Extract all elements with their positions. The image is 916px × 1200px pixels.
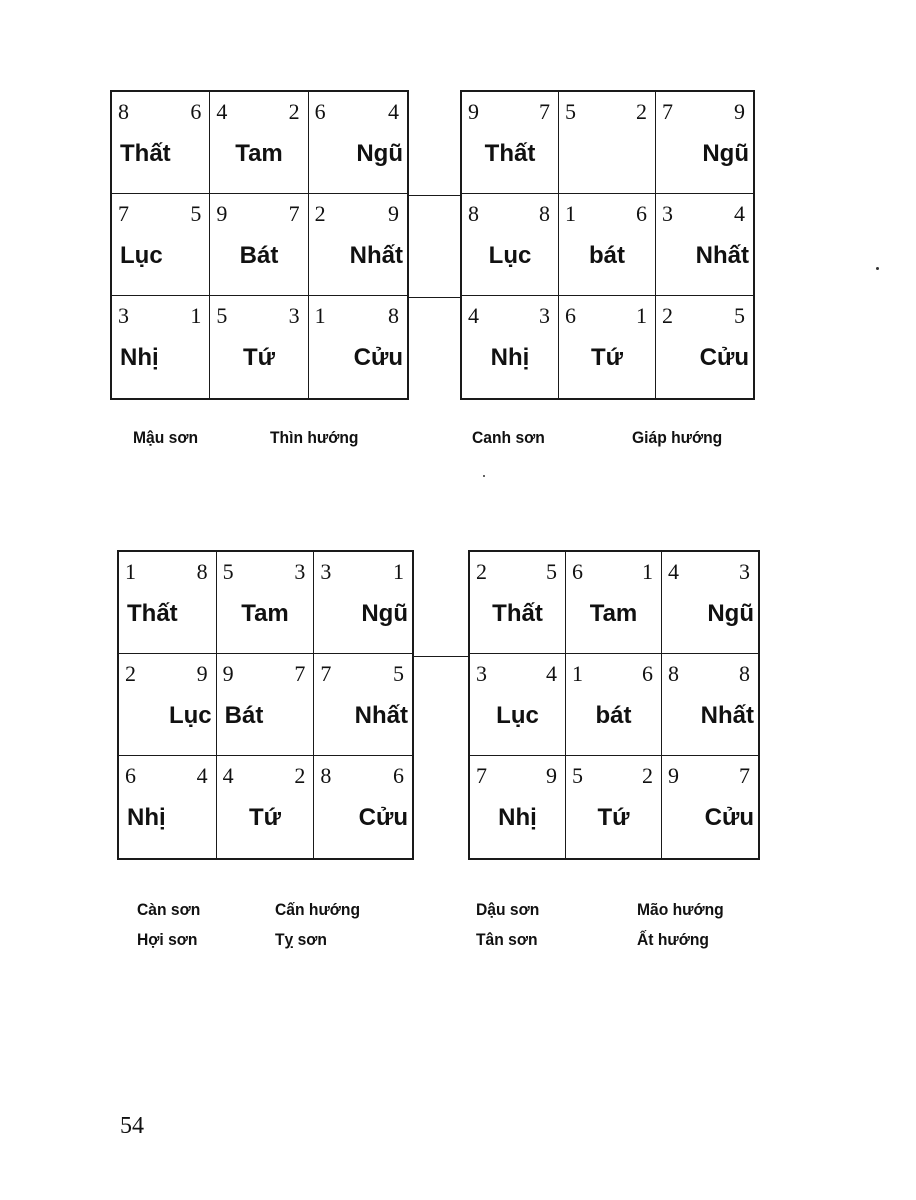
mountain-star: 6 <box>565 303 576 328</box>
chart-2-cell-8 <box>559 296 656 398</box>
mountain-star: 9 <box>216 201 228 226</box>
palace-label: bát <box>595 702 632 729</box>
chart-1-cell-6 <box>309 194 407 296</box>
page-number: 54 <box>120 1113 144 1139</box>
palace-label: Nhất <box>695 242 749 269</box>
chart-1-cell-7 <box>112 296 210 398</box>
palace-label: Nhị <box>498 804 537 831</box>
grid-connector-line <box>409 195 460 196</box>
mountain-star: 4 <box>668 559 679 584</box>
facing-star: 1 <box>636 303 647 328</box>
mountain-star: 9 <box>468 99 479 124</box>
facing-star: 3 <box>294 559 306 584</box>
palace-label: Cửu <box>358 804 408 831</box>
palace-label: Tam <box>241 600 289 627</box>
palace-label: Thất <box>484 140 536 167</box>
palace-label: Nhị <box>127 804 166 831</box>
facing-star: 8 <box>539 201 550 226</box>
facing-star: 1 <box>190 303 202 328</box>
facing-star: 8 <box>388 303 399 328</box>
chart-2-cell-3 <box>656 92 753 194</box>
facing-star: 4 <box>546 661 557 686</box>
facing-star: 5 <box>190 201 202 226</box>
chart-4-cell-2 <box>566 552 662 654</box>
palace-label: Lục <box>168 702 212 729</box>
caption-bottom-right-son-1: Dậu sơn <box>476 900 540 919</box>
palace-label: Lục <box>488 242 532 269</box>
palace-label: Thất <box>120 140 171 167</box>
caption-top-left-son: Mậu sơn <box>133 428 199 447</box>
facing-star: 5 <box>392 661 404 686</box>
chart-4-cell-6 <box>662 654 758 756</box>
chart-2-cell-7 <box>462 296 559 398</box>
flying-star-chart-1 <box>110 90 409 400</box>
facing-star: 3 <box>539 303 550 328</box>
mountain-star: 9 <box>222 661 234 686</box>
facing-star: 7 <box>739 763 750 788</box>
mountain-star: 3 <box>662 201 673 226</box>
mountain-star: 7 <box>476 763 487 788</box>
mountain-star: 9 <box>668 763 679 788</box>
caption-bottom-left-huong-1: Cấn hướng <box>275 900 360 919</box>
chart-3-cell-8 <box>217 756 315 858</box>
palace-label: Tứ <box>597 804 630 831</box>
caption-top-right-huong: Giáp hướng <box>632 428 723 447</box>
chart-4-cell-4 <box>470 654 566 756</box>
palace-label: Nhất <box>700 702 754 729</box>
mountain-star: 6 <box>125 763 136 788</box>
facing-star: 6 <box>636 201 647 226</box>
chart-4-cell-5 <box>566 654 662 756</box>
mountain-star: 7 <box>320 661 332 686</box>
palace-label: Cửu <box>699 344 749 371</box>
mountain-star: 6 <box>572 559 583 584</box>
mountain-star: 6 <box>314 99 326 124</box>
facing-star: 7 <box>539 99 550 124</box>
caption-top-left-huong: Thìn hướng <box>270 428 359 447</box>
mountain-star: 2 <box>476 559 487 584</box>
chart-4-cell-9 <box>662 756 758 858</box>
mountain-star: 7 <box>118 201 129 226</box>
palace-label: Lục <box>120 242 163 269</box>
palace-label: Bát <box>239 242 279 269</box>
palace-label: Thất <box>492 600 543 627</box>
chart-2-cell-6 <box>656 194 753 296</box>
chart-1-cell-2 <box>210 92 308 194</box>
chart-1-cell-8 <box>210 296 308 398</box>
facing-star: 2 <box>642 763 653 788</box>
caption-bottom-left-huong-2: Tỵ sơn <box>275 930 327 949</box>
mountain-star: 8 <box>118 99 129 124</box>
mountain-star: 1 <box>572 661 583 686</box>
chart-1-cell-3 <box>309 92 407 194</box>
mountain-star: 8 <box>320 763 332 788</box>
chart-3-cell-4 <box>119 654 217 756</box>
facing-star: 6 <box>642 661 653 686</box>
mountain-star: 4 <box>216 99 228 124</box>
facing-star: 1 <box>642 559 653 584</box>
chart-3-cell-5 <box>217 654 315 756</box>
mountain-star: 1 <box>125 559 136 584</box>
facing-star: 3 <box>739 559 750 584</box>
palace-label: bát <box>589 242 625 269</box>
palace-label: Ngũ <box>702 140 749 167</box>
palace-label: Tam <box>589 600 638 627</box>
facing-star: 8 <box>196 559 208 584</box>
facing-star: 2 <box>636 99 647 124</box>
palace-label: Nhị <box>490 344 530 371</box>
palace-label: Cửu <box>353 344 403 371</box>
palace-label: Tứ <box>242 344 276 371</box>
facing-star: 2 <box>294 763 306 788</box>
mountain-star: 3 <box>320 559 332 584</box>
caption-bottom-left-son-1: Càn sơn <box>137 900 201 919</box>
flying-star-chart-4 <box>468 550 760 860</box>
mountain-star: 8 <box>468 201 479 226</box>
flying-star-chart-2 <box>460 90 755 400</box>
facing-star: 6 <box>190 99 202 124</box>
print-speck <box>876 267 879 270</box>
mountain-star: 8 <box>668 661 679 686</box>
palace-label: Cửu <box>704 804 754 831</box>
chart-3-cell-7 <box>119 756 217 858</box>
palace-label: Lục <box>496 702 539 729</box>
mountain-star: 2 <box>125 661 136 686</box>
chart-3-cell-1 <box>119 552 217 654</box>
mountain-star: 2 <box>662 303 673 328</box>
mountain-star: 3 <box>118 303 129 328</box>
flying-star-chart-3 <box>117 550 414 860</box>
chart-2-cell-5 <box>559 194 656 296</box>
chart-3-cell-6 <box>314 654 412 756</box>
facing-star: 9 <box>546 763 557 788</box>
grid-connector-line <box>414 656 468 657</box>
chart-1-cell-5 <box>210 194 308 296</box>
palace-label: Bát <box>224 702 264 729</box>
mountain-star: 5 <box>565 99 576 124</box>
mountain-star: 1 <box>314 303 326 328</box>
palace-label: Ngũ <box>361 600 408 627</box>
chart-2-cell-1 <box>462 92 559 194</box>
chart-2-cell-4 <box>462 194 559 296</box>
facing-star: 4 <box>388 99 399 124</box>
chart-1-cell-9 <box>309 296 407 398</box>
facing-star: 1 <box>392 559 404 584</box>
mountain-star: 2 <box>314 201 326 226</box>
palace-label: Tứ <box>590 344 624 371</box>
facing-star: 9 <box>734 99 745 124</box>
chart-2-cell-9 <box>656 296 753 398</box>
chart-4-cell-8 <box>566 756 662 858</box>
chart-3-cell-9 <box>314 756 412 858</box>
facing-star: 4 <box>734 201 745 226</box>
facing-star: 5 <box>734 303 745 328</box>
chart-3-cell-2 <box>217 552 315 654</box>
facing-star: 3 <box>288 303 300 328</box>
facing-star: 7 <box>288 201 300 226</box>
chart-4-cell-7 <box>470 756 566 858</box>
facing-star: 5 <box>546 559 557 584</box>
chart-3-cell-3 <box>314 552 412 654</box>
palace-label: Ngũ <box>356 140 403 167</box>
chart-1-cell-1 <box>112 92 210 194</box>
print-speck <box>483 475 485 477</box>
mountain-star: 7 <box>662 99 673 124</box>
mountain-star: 4 <box>222 763 234 788</box>
facing-star: 4 <box>196 763 208 788</box>
caption-top-right-son: Canh sơn <box>472 428 545 447</box>
facing-star: 8 <box>739 661 750 686</box>
facing-star: 6 <box>392 763 404 788</box>
mountain-star: 4 <box>468 303 479 328</box>
facing-star: 9 <box>196 661 208 686</box>
grid-connector-line <box>409 297 460 298</box>
palace-label: Nhất <box>354 702 408 729</box>
chart-2-cell-2 <box>559 92 656 194</box>
chart-4-cell-3 <box>662 552 758 654</box>
mountain-star: 3 <box>476 661 487 686</box>
mountain-star: 5 <box>572 763 583 788</box>
chart-1-cell-4 <box>112 194 210 296</box>
facing-star: 7 <box>294 661 306 686</box>
caption-bottom-right-huong-2: Ất hướng <box>637 930 709 949</box>
facing-star: 2 <box>288 99 300 124</box>
chart-4-cell-1 <box>470 552 566 654</box>
palace-label: Nhất <box>349 242 403 269</box>
mountain-star: 5 <box>216 303 228 328</box>
mountain-star: 1 <box>565 201 576 226</box>
mountain-star: 5 <box>222 559 234 584</box>
palace-label: Tứ <box>248 804 282 831</box>
palace-label: Ngũ <box>707 600 754 627</box>
caption-bottom-left-son-2: Hợi sơn <box>137 930 198 949</box>
caption-bottom-right-huong-1: Mão hướng <box>637 900 724 919</box>
caption-bottom-right-son-2: Tân sơn <box>476 930 538 949</box>
palace-label: Tam <box>235 140 283 167</box>
facing-star: 9 <box>388 201 399 226</box>
palace-label: Nhị <box>120 344 159 371</box>
palace-label: Thất <box>127 600 178 627</box>
